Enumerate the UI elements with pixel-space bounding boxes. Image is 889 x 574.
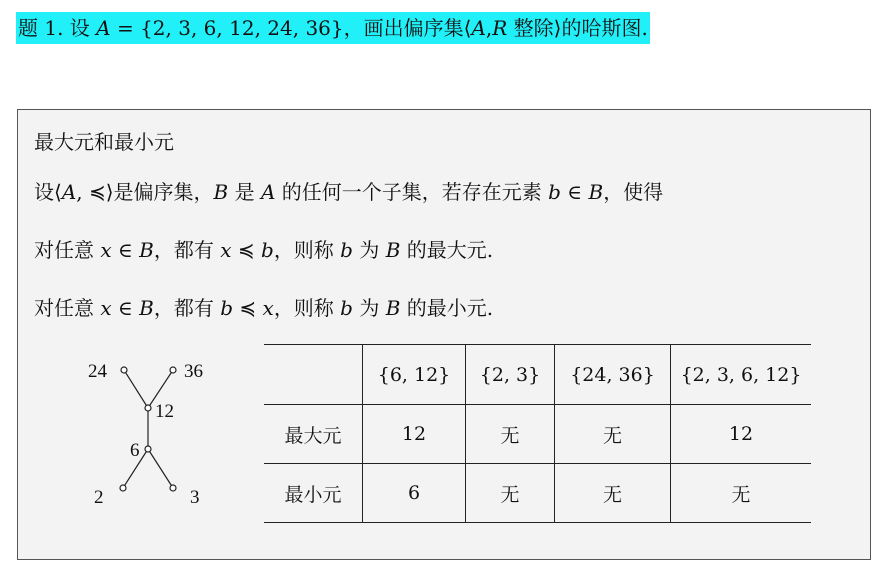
max-b2: b — [340, 238, 353, 262]
max-min-table — [264, 344, 811, 523]
table-cell: 无 — [466, 464, 555, 523]
max-b-set: B — [139, 238, 154, 262]
problem-suffix: 整除⟩的哈斯图. — [507, 16, 648, 40]
problem-statement — [16, 12, 650, 44]
min-b: b — [220, 296, 234, 320]
def-b: B — [213, 180, 229, 204]
min-text-3: ，都有 — [153, 296, 221, 320]
row-label: 最大元 — [264, 405, 363, 464]
max-b: b — [261, 238, 274, 262]
def-a2: A — [260, 180, 276, 204]
set-a-symbol: A — [96, 16, 111, 40]
label-36: 36 — [184, 361, 203, 382]
table-cell: 无 — [671, 464, 812, 523]
def-text-5: ∈ — [560, 180, 589, 204]
max-x: x — [100, 238, 112, 262]
min-text-5: ，则称 — [273, 296, 341, 320]
def-text-2: , ≼⟩是偏序集， — [76, 180, 214, 204]
min-element-line — [34, 292, 493, 321]
node-36 — [170, 367, 176, 373]
min-text-2: ∈ — [111, 296, 140, 320]
hasse-diagram — [78, 350, 238, 520]
max-element-line — [34, 234, 493, 263]
min-b2: b — [340, 296, 353, 320]
table-cell: 6 — [363, 464, 466, 523]
def-b2: B — [588, 180, 604, 204]
table-cell: 无 — [466, 405, 555, 464]
row-label: 最小元 — [264, 464, 363, 523]
set-definition: = {2, 3, 6, 12, 24, 36}，画出偏序集⟨ — [110, 16, 472, 40]
def-text-4: 的任何一个子集，若存在元素 — [275, 180, 549, 204]
min-text-6: 为 — [352, 296, 386, 320]
def-text-1: 设⟨ — [34, 180, 62, 204]
table-cell: 12 — [671, 405, 812, 464]
max-text-4: ≼ — [231, 238, 261, 262]
table-header-cell: {2, 3} — [466, 345, 555, 405]
table-header-cell: {2, 3, 6, 12} — [671, 345, 812, 405]
min-x: x — [100, 296, 112, 320]
edge-6-3 — [148, 449, 173, 488]
node-6 — [145, 446, 151, 452]
table-header-cell: {6, 12} — [363, 345, 466, 405]
definition-box — [17, 109, 871, 560]
table-header-cell — [264, 345, 363, 405]
max-text-3: ，都有 — [153, 238, 221, 262]
table-cell: 12 — [363, 405, 466, 464]
def-a: A — [61, 180, 77, 204]
node-3 — [170, 485, 176, 491]
max-x2: x — [220, 238, 232, 262]
min-text-1: 对任意 — [34, 296, 101, 320]
label-2: 2 — [94, 487, 104, 508]
edge-24-12 — [124, 370, 148, 408]
table-cell: 无 — [555, 464, 671, 523]
def-elem-b: b — [548, 180, 561, 204]
max-text-2: ∈ — [111, 238, 140, 262]
def-text-6: ，使得 — [603, 180, 664, 204]
poset-separator: , — [485, 16, 493, 40]
label-6: 6 — [130, 440, 140, 461]
node-2 — [120, 485, 126, 491]
table-row — [264, 464, 811, 523]
table-cell: 无 — [555, 405, 671, 464]
node-24 — [121, 367, 127, 373]
relation-r-symbol: R — [492, 16, 508, 40]
min-x2: x — [262, 296, 274, 320]
min-b-set: B — [139, 296, 154, 320]
label-24: 24 — [88, 361, 107, 382]
max-text-1: 对任意 — [34, 238, 101, 262]
problem-prefix: 题 1. 设 — [18, 16, 97, 40]
min-b-set2: B — [385, 296, 401, 320]
def-text-3: 是 — [228, 180, 261, 204]
max-text-6: 为 — [352, 238, 386, 262]
table-header-row — [264, 345, 811, 405]
poset-a-symbol: A — [471, 16, 486, 40]
max-text-5: ，则称 — [273, 238, 341, 262]
max-b-set2: B — [385, 238, 401, 262]
label-3: 3 — [190, 487, 200, 508]
min-text-7: 的最小元. — [400, 296, 494, 320]
box-title: 最大元和最小元 — [34, 130, 174, 154]
definition-line — [34, 176, 663, 205]
min-text-4: ≼ — [233, 296, 263, 320]
max-text-7: 的最大元. — [400, 238, 494, 262]
table-header-cell: {24, 36} — [555, 345, 671, 405]
label-12: 12 — [155, 401, 174, 422]
table-row — [264, 405, 811, 464]
node-12 — [145, 405, 151, 411]
